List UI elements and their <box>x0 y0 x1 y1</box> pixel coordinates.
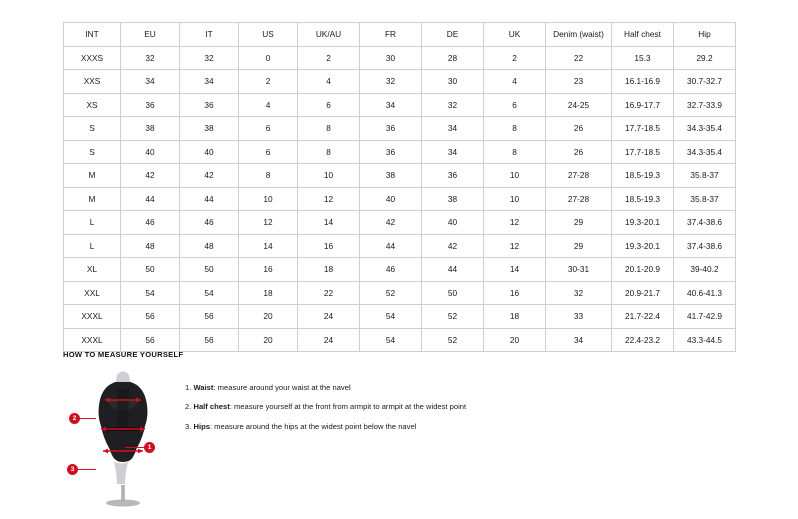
mannequin-illustration <box>87 367 159 507</box>
table-row <box>64 164 736 188</box>
cell-eu: 54 <box>121 281 180 305</box>
cell-half-chest: 22.4-23.2 <box>612 328 674 352</box>
instruction-text-half-chest: : measure yourself at the front from armpit to armpit at the widest point <box>229 402 467 412</box>
cell-uk: 12 <box>484 211 546 235</box>
cell-uk: 20 <box>484 328 546 352</box>
cell-it: 34 <box>180 70 239 94</box>
table-row <box>64 211 736 235</box>
callout-badge-hips: 3 <box>67 464 78 475</box>
column-header-it: IT <box>180 23 239 47</box>
cell-de: 52 <box>422 305 484 329</box>
instruction-waist <box>185 383 466 393</box>
cell-us: 4 <box>239 93 298 117</box>
cell-denim-waist: 34 <box>546 328 612 352</box>
cell-hip: 30.7-32.7 <box>674 70 736 94</box>
cell-uk: 8 <box>484 140 546 164</box>
cell-it: 56 <box>180 305 239 329</box>
cell-int: XXXL <box>64 305 121 329</box>
cell-denim-waist: 22 <box>546 46 612 70</box>
cell-uk-au: 6 <box>298 93 360 117</box>
cell-us: 2 <box>239 70 298 94</box>
table-row <box>64 140 736 164</box>
table-row <box>64 70 736 94</box>
cell-us: 14 <box>239 234 298 258</box>
callout-badge-half-chest: 2 <box>69 413 80 424</box>
cell-it: 50 <box>180 258 239 282</box>
cell-it: 36 <box>180 93 239 117</box>
size-chart-container <box>63 22 735 352</box>
cell-int: XS <box>64 93 121 117</box>
hips-callout-line <box>78 469 96 470</box>
cell-half-chest: 18.5-19.3 <box>612 187 674 211</box>
column-header-denim-waist: Denim (waist) <box>546 23 612 47</box>
measurement-instructions <box>185 367 466 441</box>
cell-eu: 42 <box>121 164 180 188</box>
cell-denim-waist: 27-28 <box>546 164 612 188</box>
cell-half-chest: 17.7-18.5 <box>612 117 674 141</box>
measurement-figure <box>63 367 181 507</box>
cell-fr: 42 <box>360 211 422 235</box>
cell-eu: 34 <box>121 70 180 94</box>
cell-hip: 40.6-41.3 <box>674 281 736 305</box>
cell-it: 32 <box>180 46 239 70</box>
cell-denim-waist: 33 <box>546 305 612 329</box>
cell-it: 46 <box>180 211 239 235</box>
cell-hip: 37.4-38.6 <box>674 234 736 258</box>
cell-eu: 50 <box>121 258 180 282</box>
cell-eu: 32 <box>121 46 180 70</box>
column-header-uk: UK <box>484 23 546 47</box>
column-header-uk-au: UK/AU <box>298 23 360 47</box>
cell-denim-waist: 29 <box>546 211 612 235</box>
cell-half-chest: 16.1-16.9 <box>612 70 674 94</box>
table-row <box>64 187 736 211</box>
cell-us: 20 <box>239 305 298 329</box>
column-header-eu: EU <box>121 23 180 47</box>
cell-hip: 39-40.2 <box>674 258 736 282</box>
cell-int: M <box>64 187 121 211</box>
cell-eu: 44 <box>121 187 180 211</box>
instruction-number-3: 3. <box>185 421 192 431</box>
cell-half-chest: 18.5-19.3 <box>612 164 674 188</box>
cell-de: 30 <box>422 70 484 94</box>
cell-half-chest: 21.7-22.4 <box>612 305 674 329</box>
cell-denim-waist: 27-28 <box>546 187 612 211</box>
cell-eu: 46 <box>121 211 180 235</box>
cell-de: 50 <box>422 281 484 305</box>
table-row <box>64 258 736 282</box>
cell-uk-au: 22 <box>298 281 360 305</box>
how-to-measure-section <box>63 350 743 507</box>
how-to-measure-title: HOW TO MEASURE YOURSELF <box>63 350 184 359</box>
cell-uk-au: 8 <box>298 117 360 141</box>
cell-fr: 54 <box>360 305 422 329</box>
cell-it: 42 <box>180 164 239 188</box>
cell-us: 8 <box>239 164 298 188</box>
cell-half-chest: 16.9-17.7 <box>612 93 674 117</box>
cell-denim-waist: 26 <box>546 140 612 164</box>
table-row <box>64 328 736 352</box>
cell-uk-au: 14 <box>298 211 360 235</box>
instruction-half-chest <box>185 402 466 412</box>
cell-us: 12 <box>239 211 298 235</box>
instruction-hips <box>185 422 466 432</box>
cell-uk: 4 <box>484 70 546 94</box>
cell-it: 56 <box>180 328 239 352</box>
cell-denim-waist: 23 <box>546 70 612 94</box>
cell-half-chest: 17.7-18.5 <box>612 140 674 164</box>
instruction-term-waist: Waist <box>193 383 214 392</box>
cell-hip: 35.8-37 <box>674 187 736 211</box>
cell-int: XXL <box>64 281 121 305</box>
instruction-term-hips: Hips <box>193 421 210 431</box>
cell-us: 10 <box>239 187 298 211</box>
cell-us: 6 <box>239 140 298 164</box>
column-header-us: US <box>239 23 298 47</box>
cell-fr: 52 <box>360 281 422 305</box>
table-row <box>64 46 736 70</box>
cell-uk: 12 <box>484 234 546 258</box>
cell-eu: 38 <box>121 117 180 141</box>
cell-de: 32 <box>422 93 484 117</box>
cell-us: 6 <box>239 117 298 141</box>
cell-uk-au: 18 <box>298 258 360 282</box>
cell-half-chest: 15.3 <box>612 46 674 70</box>
cell-it: 44 <box>180 187 239 211</box>
cell-denim-waist: 32 <box>546 281 612 305</box>
cell-hip: 34.3-35.4 <box>674 117 736 141</box>
cell-half-chest: 20.1-20.9 <box>612 258 674 282</box>
cell-fr: 54 <box>360 328 422 352</box>
cell-fr: 40 <box>360 187 422 211</box>
cell-de: 28 <box>422 46 484 70</box>
cell-hip: 35.8-37 <box>674 164 736 188</box>
cell-fr: 30 <box>360 46 422 70</box>
cell-us: 20 <box>239 328 298 352</box>
cell-uk: 10 <box>484 164 546 188</box>
table-row <box>64 305 736 329</box>
table-row <box>64 234 736 258</box>
cell-eu: 48 <box>121 234 180 258</box>
cell-uk-au: 2 <box>298 46 360 70</box>
cell-denim-waist: 29 <box>546 234 612 258</box>
cell-int: S <box>64 140 121 164</box>
cell-de: 42 <box>422 234 484 258</box>
cell-uk-au: 16 <box>298 234 360 258</box>
cell-uk: 6 <box>484 93 546 117</box>
cell-uk-au: 24 <box>298 305 360 329</box>
cell-hip: 43.3-44.5 <box>674 328 736 352</box>
cell-uk-au: 10 <box>298 164 360 188</box>
column-header-de: DE <box>422 23 484 47</box>
cell-uk-au: 12 <box>298 187 360 211</box>
cell-eu: 40 <box>121 140 180 164</box>
cell-denim-waist: 26 <box>546 117 612 141</box>
cell-denim-waist: 30-31 <box>546 258 612 282</box>
instruction-text-waist: : measure around your waist at the navel <box>213 383 351 392</box>
cell-hip: 37.4-38.6 <box>674 211 736 235</box>
cell-fr: 36 <box>360 140 422 164</box>
cell-hip: 34.3-35.4 <box>674 140 736 164</box>
half-chest-callout-line <box>80 418 96 419</box>
cell-int: XXS <box>64 70 121 94</box>
cell-de: 34 <box>422 140 484 164</box>
cell-it: 48 <box>180 234 239 258</box>
cell-fr: 36 <box>360 117 422 141</box>
column-header-int: INT <box>64 23 121 47</box>
cell-it: 54 <box>180 281 239 305</box>
cell-de: 44 <box>422 258 484 282</box>
cell-eu: 56 <box>121 328 180 352</box>
cell-half-chest: 20.9-21.7 <box>612 281 674 305</box>
cell-de: 36 <box>422 164 484 188</box>
cell-de: 52 <box>422 328 484 352</box>
cell-uk: 16 <box>484 281 546 305</box>
cell-int: S <box>64 117 121 141</box>
cell-de: 34 <box>422 117 484 141</box>
instruction-term-half-chest: Half chest <box>193 402 230 412</box>
callout-badge-waist: 1 <box>144 442 155 453</box>
cell-fr: 46 <box>360 258 422 282</box>
instruction-number-1: 1. <box>185 383 192 392</box>
size-conversion-table <box>63 22 736 352</box>
cell-uk: 8 <box>484 117 546 141</box>
table-header-row <box>64 23 736 47</box>
cell-fr: 34 <box>360 93 422 117</box>
cell-eu: 36 <box>121 93 180 117</box>
cell-it: 38 <box>180 117 239 141</box>
table-row <box>64 93 736 117</box>
waist-callout-line <box>125 447 145 448</box>
cell-int: L <box>64 234 121 258</box>
cell-fr: 44 <box>360 234 422 258</box>
cell-us: 0 <box>239 46 298 70</box>
cell-int: XL <box>64 258 121 282</box>
cell-fr: 32 <box>360 70 422 94</box>
cell-int: XXXL <box>64 328 121 352</box>
cell-half-chest: 19.3-20.1 <box>612 211 674 235</box>
cell-half-chest: 19.3-20.1 <box>612 234 674 258</box>
column-header-half-chest: Half chest <box>612 23 674 47</box>
column-header-fr: FR <box>360 23 422 47</box>
cell-uk-au: 24 <box>298 328 360 352</box>
cell-eu: 56 <box>121 305 180 329</box>
mannequin-svg <box>87 367 159 507</box>
cell-int: XXXS <box>64 46 121 70</box>
cell-us: 18 <box>239 281 298 305</box>
cell-int: M <box>64 164 121 188</box>
cell-hip: 29.2 <box>674 46 736 70</box>
column-header-hip: Hip <box>674 23 736 47</box>
cell-uk: 14 <box>484 258 546 282</box>
instruction-text-hips: : measure around the hips at the widest point below the navel <box>209 421 417 431</box>
cell-uk-au: 8 <box>298 140 360 164</box>
instruction-number-2: 2. <box>185 402 192 412</box>
cell-hip: 41.7-42.9 <box>674 305 736 329</box>
cell-us: 16 <box>239 258 298 282</box>
cell-it: 40 <box>180 140 239 164</box>
cell-uk: 2 <box>484 46 546 70</box>
table-row <box>64 117 736 141</box>
cell-de: 40 <box>422 211 484 235</box>
cell-uk: 18 <box>484 305 546 329</box>
cell-uk: 10 <box>484 187 546 211</box>
cell-int: L <box>64 211 121 235</box>
cell-denim-waist: 24-25 <box>546 93 612 117</box>
table-row <box>64 281 736 305</box>
cell-fr: 38 <box>360 164 422 188</box>
table-body <box>64 46 736 352</box>
cell-uk-au: 4 <box>298 70 360 94</box>
cell-hip: 32.7-33.9 <box>674 93 736 117</box>
how-to-measure-body <box>63 367 743 507</box>
cell-de: 38 <box>422 187 484 211</box>
